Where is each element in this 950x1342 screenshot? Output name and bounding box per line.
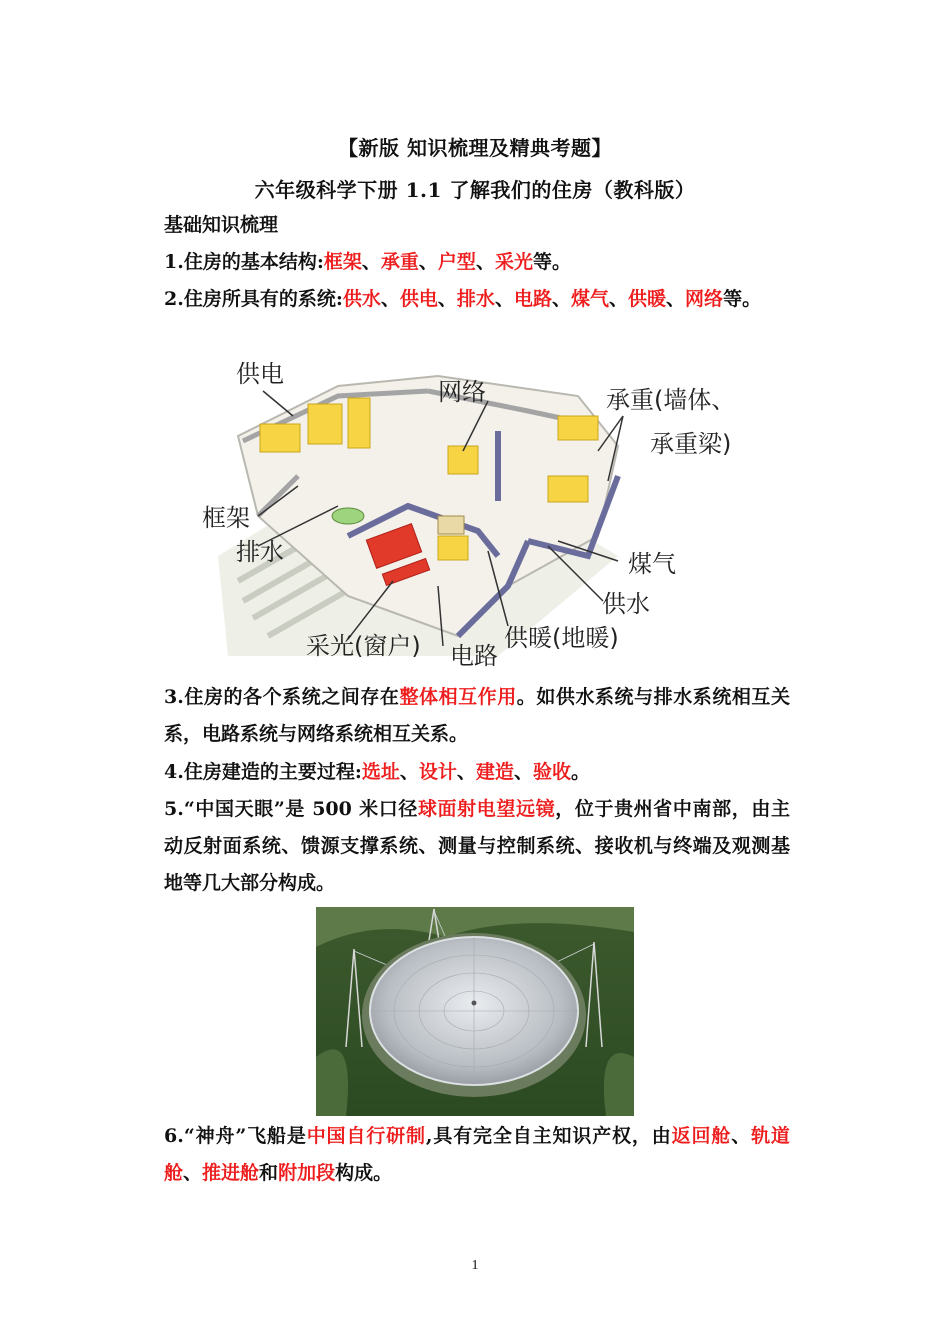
page-number: 1 (471, 1258, 479, 1273)
text-run: 、 (609, 288, 629, 310)
text-run: ,具有完全自主知识产权，由 (425, 1125, 672, 1147)
text-run: 构成。 (335, 1162, 393, 1184)
diagram-label-heating: 供暖(地暖) (504, 624, 619, 652)
text-run: 、 (456, 761, 476, 783)
diagram-label-frame: 框架 (202, 504, 250, 532)
highlight-term: 户型 (437, 251, 476, 273)
highlight-term: 网络 (685, 288, 724, 310)
diagram-label-power: 供电 (236, 360, 284, 388)
text-run: 、 (475, 251, 495, 273)
highlight-term: 整体相互作用 (399, 686, 517, 708)
diagram-label-circuit: 电路 (450, 642, 498, 670)
text-run: 5.“中国天眼”是 500 米口径 (164, 798, 418, 820)
text-run: 4.住房建造的主要过程: (164, 761, 362, 783)
highlight-term: 供水 (342, 288, 381, 310)
document-subtitle (0, 174, 950, 203)
subtitle-part: 了解我们的住房（教科版） (441, 178, 696, 202)
document-title: 【新版 知识梳理及精典考题】 (338, 136, 612, 160)
text-run: 、 (399, 761, 419, 783)
highlight-term: 供暖 (628, 288, 667, 310)
text-run: 、 (183, 1162, 203, 1184)
diagram-label-network: 网络 (438, 378, 486, 406)
highlight-term: 中国自行研制 (306, 1125, 426, 1147)
highlight-term: 排水 (456, 288, 495, 310)
diagram-label-bearing-beam: 承重梁) (650, 430, 732, 458)
text-run: 3.住房的各个系统之间存在 (164, 686, 400, 708)
highlight-term: 电路 (513, 288, 552, 310)
text-run: 、 (494, 288, 514, 310)
text-run: 、 (666, 288, 686, 310)
text-run: 6.“神舟”飞船是 (164, 1125, 307, 1147)
highlight-term: 附加段 (278, 1162, 336, 1184)
item-3-system-interaction (164, 679, 790, 753)
highlight-term: 轨道舱 (164, 1125, 790, 1184)
item-2-house-systems (164, 281, 790, 318)
highlight-term: 框架 (323, 251, 362, 273)
highlight-term: 球面射电望远镜 (417, 798, 556, 820)
item-5-fast-telescope (164, 791, 790, 902)
text-run: 、 (418, 251, 438, 273)
highlight-term: 设计 (418, 761, 457, 783)
telescope-photo (316, 907, 634, 1116)
text-run: 。 (570, 761, 590, 783)
item-4-construction-process (164, 754, 790, 791)
highlight-term: 选址 (361, 761, 400, 783)
text-run: 2.住房所具有的系统: (164, 288, 343, 310)
highlight-term: 采光 (494, 251, 533, 273)
highlight-term: 返回舱 (671, 1125, 732, 1147)
highlight-term: 供电 (399, 288, 438, 310)
item-6-shenzhou-spacecraft (164, 1118, 790, 1192)
text-run: 、 (380, 288, 400, 310)
highlight-term: 建造 (475, 761, 514, 783)
text-run: ，位于贵州省中南部，由主动反射面系统、馈源支撑系统、测量与控制系统、接收机与终端及观测基地等几大部分构成。 (164, 798, 790, 894)
text-run: 、 (437, 288, 457, 310)
text-run: 、 (551, 288, 571, 310)
diagram-label-gas: 煤气 (628, 550, 676, 578)
diagram-label-lighting: 采光(窗户) (306, 632, 421, 660)
text-run: 。如供水系统与排水系统相互关系，电路系统与网络系统相互关系。 (164, 686, 790, 745)
text-run: 和 (259, 1162, 279, 1184)
highlight-term: 推进舱 (202, 1162, 260, 1184)
section-heading: 基础知识梳理 (164, 214, 279, 236)
house-illustration (198, 356, 750, 670)
diagram-label-bearing: 承重(墙体、 (606, 386, 736, 414)
text-run: 等。 (532, 251, 571, 273)
text-run: 、 (361, 251, 381, 273)
text-run: 、 (731, 1125, 752, 1147)
text-run: 、 (513, 761, 533, 783)
highlight-term: 承重 (380, 251, 419, 273)
item-1-house-structure (164, 244, 790, 281)
telescope-illustration (316, 907, 634, 1116)
highlight-term: 验收 (532, 761, 571, 783)
house-systems-diagram (198, 356, 750, 670)
diagram-label-drainage: 排水 (236, 538, 284, 566)
highlight-term: 煤气 (570, 288, 609, 310)
text-run: 等。 (723, 288, 762, 310)
text-run: 1.住房的基本结构: (164, 251, 324, 273)
subtitle-part: 六年级科学下册 (254, 178, 406, 202)
subtitle-lesson-number: 1.1 (405, 178, 442, 202)
diagram-label-water: 供水 (602, 590, 650, 618)
